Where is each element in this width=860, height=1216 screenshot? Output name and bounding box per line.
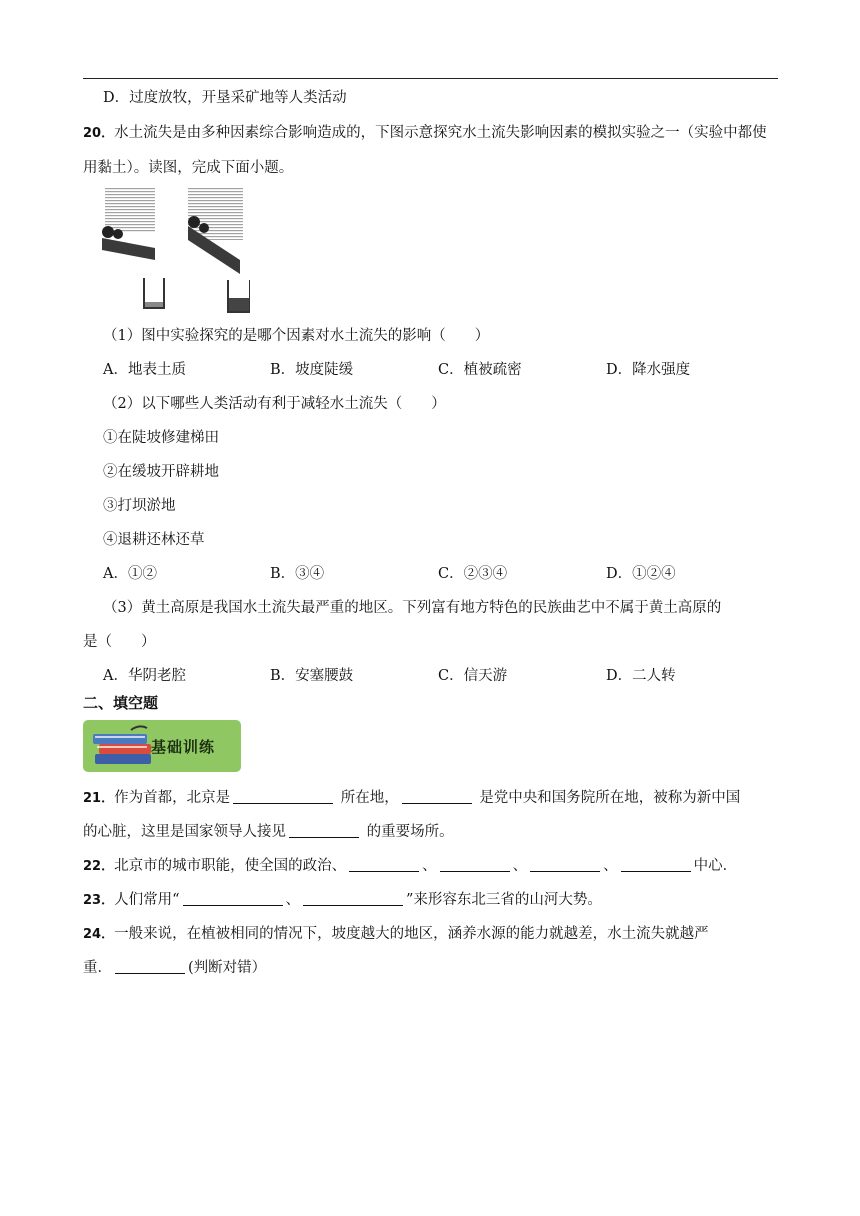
- q21-text-1: 作为首都，北京是: [114, 790, 231, 806]
- q24-text-2: 重．: [83, 960, 112, 976]
- q22-sep-1: 、: [422, 858, 437, 874]
- section-title: 二、填空题: [83, 694, 159, 712]
- q20-sub3-option-d[interactable]: D．二人转: [606, 668, 676, 684]
- q21-blank-3[interactable]: [289, 823, 359, 838]
- q20-sub2-item-2: ②在缓坡开辟耕地: [103, 464, 219, 480]
- badge-label: 基础训练: [151, 738, 216, 756]
- q24-number: 24．: [83, 927, 115, 942]
- q20-sub1-option-a[interactable]: A．地表土质: [103, 362, 186, 378]
- header-rule: [83, 78, 778, 79]
- q22-line: [83, 856, 737, 877]
- q21-text-3: 是党中央和国务院所在地，被称为新中国: [479, 790, 741, 806]
- q20-sub3-option-c[interactable]: C．信天游: [438, 668, 508, 684]
- q23-sep: 、: [285, 892, 301, 908]
- q21-line2: [83, 822, 454, 842]
- q20-sub2-option-b[interactable]: B．③④: [270, 566, 325, 582]
- q20-sub1-option-d[interactable]: D．降水强度: [606, 362, 691, 378]
- q20-sub1-option-c[interactable]: C．植被疏密: [438, 362, 522, 378]
- q24-text-3: (判断对错）: [188, 960, 267, 976]
- q21-text-2: 所在地，: [340, 790, 399, 806]
- q22-number: 22．: [83, 859, 115, 874]
- erosion-experiment-figure: [100, 188, 250, 316]
- q20-sub3-option-a[interactable]: A．华阴老腔: [103, 668, 186, 684]
- q24-text-1: 一般来说，在植被相同的情况下，坡度越大的地区，涵养水源的能力就越差，水土流失就越严: [114, 926, 709, 942]
- q20-text: 水土流失是由多种因素综合影响造成的，下图示意探究水土流失影响因素的模拟实验之一（实验中都使用黏土）。读图，完成下面小题。: [83, 125, 767, 176]
- q24-line1: [83, 924, 709, 945]
- q21-text-4: 的心脏，这里是国家领导人接见: [83, 824, 286, 840]
- q23-text-2: ”来形容东北三省的山河大势。: [406, 892, 602, 908]
- q20-sub2-item-4: ④退耕还林还草: [103, 532, 205, 548]
- q20-sub2-option-d[interactable]: D．①②④: [606, 566, 676, 582]
- q23-blank-2[interactable]: [303, 891, 403, 906]
- q22-text-1: 北京市的城市职能，使全国的政治、: [114, 858, 347, 874]
- q20-sub3-question-line2: 是（ ）: [83, 634, 156, 650]
- q21-blank-2[interactable]: [402, 789, 472, 804]
- q23-line: [83, 890, 602, 911]
- q21-number: 21．: [83, 791, 115, 806]
- q24-line2: [83, 958, 266, 978]
- q22-blank-1[interactable]: [349, 857, 419, 872]
- q24-blank[interactable]: [115, 959, 185, 974]
- q21-blank-1[interactable]: [233, 789, 333, 804]
- q20-sub2-option-c[interactable]: C．②③④: [438, 566, 508, 582]
- basic-training-badge: [83, 720, 241, 772]
- q20-sub3-question-line1: （3）黄土高原是我国水土流失最严重的地区。下列富有地方特色的民族曲艺中不属于黄土高原的: [103, 600, 722, 616]
- q20-sub2-option-a[interactable]: A．①②: [103, 566, 157, 582]
- q23-blank-1[interactable]: [183, 891, 283, 906]
- q23-number: 23．: [83, 893, 115, 908]
- q23-text-1: 人们常用“: [114, 892, 180, 908]
- q20-sub1-option-b[interactable]: B．坡度陡缓: [270, 362, 354, 378]
- q22-sep-2: 、: [512, 858, 528, 874]
- q22-blank-2[interactable]: [440, 857, 510, 872]
- prev-option-d: D．过度放牧，开垦采矿地等人类活动: [103, 90, 347, 106]
- q20-sub1-question: （1）图中实验探究的是哪个因素对水土流失的影响（ ）: [103, 328, 490, 344]
- q21-text-5: 的重要场所。: [366, 824, 454, 840]
- q22-text-end: 中心．: [693, 858, 738, 874]
- q22-sep-3: 、: [603, 858, 618, 874]
- q22-blank-3[interactable]: [530, 857, 600, 872]
- q20-sub2-item-3: ③打坝淤地: [103, 498, 176, 514]
- q20-sub3-option-b[interactable]: B．安塞腰鼓: [270, 668, 354, 684]
- q20-stem: [83, 116, 778, 185]
- q20-sub2-question: （2）以下哪些人类活动有利于减轻水土流失（ ）: [103, 396, 446, 412]
- q20-sub2-item-1: ①在陡坡修建梯田: [103, 430, 219, 446]
- q22-blank-4[interactable]: [621, 857, 691, 872]
- q21-line1: [83, 788, 740, 809]
- q20-number: 20．: [83, 126, 115, 141]
